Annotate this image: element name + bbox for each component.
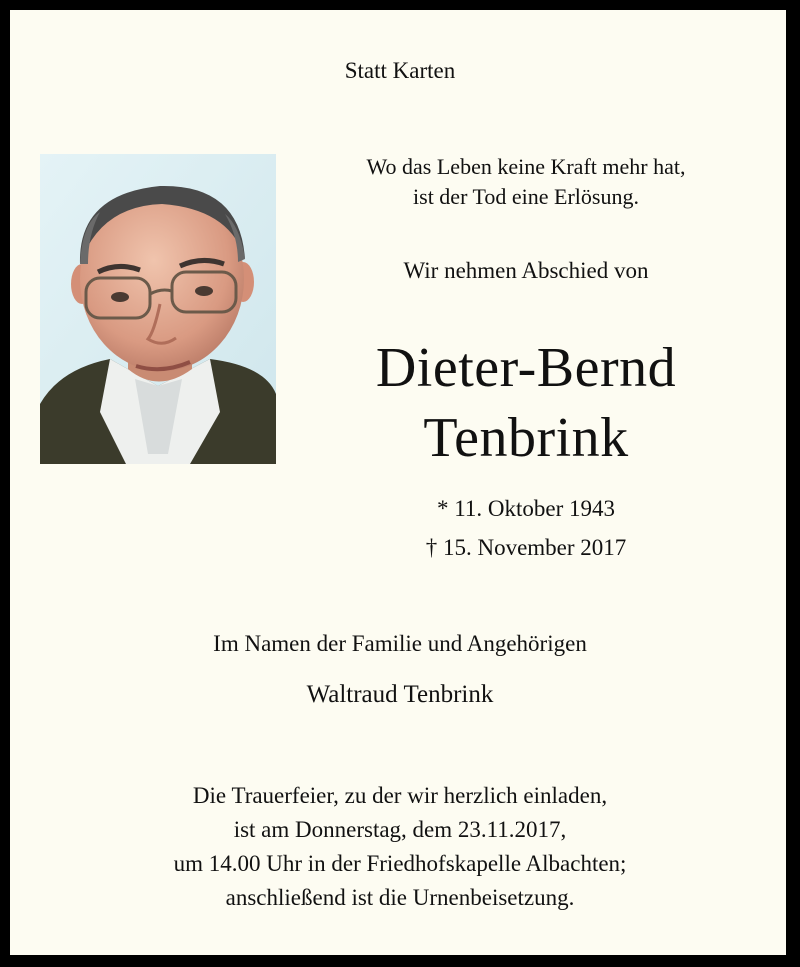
signee-name: Waltraud Tenbrink <box>306 681 494 708</box>
service-details <box>0 779 800 915</box>
quote <box>320 152 732 212</box>
service-line-3: um 14.00 Uhr in der Friedhofskapelle Albachten; <box>173 851 627 876</box>
portrait-photo <box>40 154 276 464</box>
birth-date: * 11. Oktober 1943 <box>436 496 615 521</box>
deceased-last-name: Tenbrink <box>423 407 629 469</box>
quote-line-1: Wo das Leben keine Kraft mehr hat, <box>366 154 686 179</box>
service-line-4: anschließend ist die Urnenbeisetzung. <box>225 885 575 910</box>
header-text: Statt Karten <box>344 58 456 83</box>
death-date: † 15. November 2017 <box>425 535 627 560</box>
service-line-1: Die Trauerfeier, zu der wir herzlich einladen, <box>192 783 608 808</box>
family-line: Im Namen der Familie und Angehörigen <box>213 631 587 656</box>
farewell-text: Wir nehmen Abschied von <box>403 258 649 283</box>
deceased-first-name: Dieter-Bernd <box>375 337 677 399</box>
quote-line-2: ist der Tod eine Erlösung. <box>413 184 639 209</box>
service-line-2: ist am Donnerstag, dem 23.11.2017, <box>233 817 567 842</box>
